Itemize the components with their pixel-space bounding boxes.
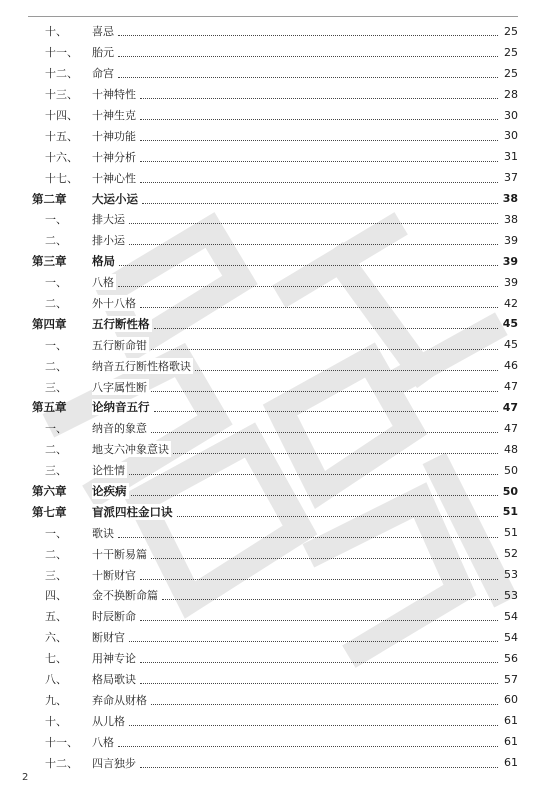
dot-leader <box>129 473 498 475</box>
toc-entry-page: 61 <box>504 714 518 728</box>
toc-entry-title: 胎元 <box>92 46 114 60</box>
toc-entry-title: 五行断性格 <box>92 316 150 331</box>
toc-entry-title: 十干断易篇 <box>92 547 147 561</box>
dot-leader <box>151 431 498 433</box>
toc-entry-number: 四、 <box>45 589 67 603</box>
dot-leader <box>151 390 498 392</box>
toc-entry-number: 十二、 <box>45 756 78 770</box>
toc-entry-row[interactable] <box>28 522 518 543</box>
toc-entry-title: 金不换断命篇 <box>92 589 158 603</box>
toc-entry-number: 十七、 <box>45 171 78 185</box>
toc-entry-number: 十三、 <box>45 88 78 102</box>
toc-entry-row[interactable] <box>28 752 518 773</box>
toc-entry-title: 时辰断命 <box>92 610 136 624</box>
toc-entry-page: 45 <box>502 317 518 331</box>
toc-entry-number: 二、 <box>45 234 67 248</box>
toc-entry-page: 52 <box>504 547 518 561</box>
toc-entry-row[interactable] <box>28 627 518 648</box>
toc-entry-row[interactable] <box>28 690 518 711</box>
toc-entry-title: 弃命从财格 <box>92 693 147 707</box>
toc-entry-title: 喜忌 <box>92 25 114 39</box>
toc-entry-title: 命宫 <box>92 67 114 81</box>
toc-entry-number: 第二章 <box>32 191 67 206</box>
toc-chapter-row[interactable] <box>28 313 518 334</box>
toc-entry-title: 八格 <box>92 276 114 290</box>
dot-leader <box>140 160 498 162</box>
toc-entry-page: 30 <box>504 108 518 122</box>
dot-leader <box>140 139 498 141</box>
toc-entry-title: 论性情 <box>92 464 125 478</box>
dot-leader <box>129 640 498 642</box>
toc-entry-number: 七、 <box>45 652 67 666</box>
dot-leader <box>142 202 498 204</box>
toc-entry-number: 十五、 <box>45 129 78 143</box>
toc-entry-title: 四言独步 <box>92 756 136 770</box>
toc-entry-row[interactable] <box>28 585 518 606</box>
dot-leader <box>118 76 498 78</box>
toc-entry-page: 25 <box>504 66 518 80</box>
toc-entry-page: 25 <box>504 24 518 38</box>
dot-leader <box>129 222 498 224</box>
toc-entry-row[interactable] <box>28 731 518 752</box>
toc-entry-page: 53 <box>504 588 518 602</box>
toc-entry-page: 25 <box>504 45 518 59</box>
toc-entry-number: 二、 <box>45 359 67 373</box>
dot-leader <box>162 598 498 600</box>
dot-leader <box>140 619 498 621</box>
toc-entry-title: 纳音五行断性格歌诀 <box>92 359 191 373</box>
toc-entry-row[interactable] <box>28 125 518 146</box>
toc-entry-number: 十四、 <box>45 109 78 122</box>
toc-entry-number: 第六章 <box>32 484 67 499</box>
dot-leader <box>140 661 498 663</box>
dot-leader <box>118 536 498 538</box>
toc-entry-title: 从儿格 <box>92 714 125 728</box>
toc-entry-title: 论疾病 <box>92 484 127 499</box>
toc-entry-title: 地支六冲象意诀 <box>92 443 169 457</box>
toc-entry-page: 47 <box>504 421 518 435</box>
toc-entry-number: 九、 <box>45 693 67 707</box>
toc-entry-page: 39 <box>502 254 518 268</box>
toc-entry-row[interactable] <box>28 42 518 63</box>
toc-entry-title: 五行断命钳 <box>92 338 147 352</box>
toc-entry-page: 31 <box>504 150 518 164</box>
dot-leader <box>140 118 498 120</box>
toc-entry-title: 格局 <box>92 254 115 269</box>
dot-leader <box>173 452 498 454</box>
toc-entry-number: 十一、 <box>45 735 78 749</box>
toc-entry-row[interactable] <box>28 230 518 251</box>
toc-entry-page: 51 <box>502 505 518 519</box>
toc-entry-row[interactable] <box>28 63 518 84</box>
dot-leader <box>119 264 498 266</box>
toc-entry-number: 五、 <box>45 610 67 624</box>
toc-entry-number: 一、 <box>45 526 67 540</box>
dot-leader <box>151 557 498 559</box>
toc-entry-page: 30 <box>504 129 518 143</box>
dot-leader <box>151 348 498 350</box>
toc-chapter-row[interactable] <box>28 501 518 522</box>
toc-entry-title: 盲派四柱金口诀 <box>92 504 173 519</box>
dot-leader <box>177 515 499 517</box>
toc-entry-number: 一、 <box>45 276 67 290</box>
toc-entry-title: 十神特性 <box>92 88 136 102</box>
toc-entry-row[interactable] <box>28 272 518 293</box>
dot-leader <box>118 745 498 747</box>
toc-entry-title: 大运小运 <box>92 191 138 206</box>
toc-entry-page: 53 <box>504 568 518 582</box>
dot-leader <box>129 724 498 726</box>
dot-leader <box>140 306 498 308</box>
toc-entry-page: 48 <box>504 442 518 456</box>
top-rule <box>28 16 518 17</box>
dot-leader <box>140 682 498 684</box>
toc-entry-number: 一、 <box>45 422 67 436</box>
toc-entry-page: 45 <box>504 338 518 352</box>
toc-entry-row[interactable] <box>28 418 518 439</box>
toc-entry-page: 47 <box>504 380 518 394</box>
toc-entry-row[interactable] <box>28 439 518 460</box>
toc-entry-title: 歌诀 <box>92 526 114 540</box>
toc-entry-title: 论纳音五行 <box>92 400 150 415</box>
toc-entry-row[interactable] <box>28 21 518 42</box>
toc-chapter-row[interactable] <box>28 251 518 272</box>
dot-leader <box>118 34 498 36</box>
toc-entry-page: 37 <box>504 171 518 185</box>
toc-entry-row[interactable] <box>28 376 518 397</box>
toc-entry-page: 56 <box>504 651 518 665</box>
toc-entry-page: 50 <box>502 484 518 498</box>
toc-entry-title: 用神专论 <box>92 652 136 666</box>
toc-entry-title: 十神功能 <box>92 129 136 143</box>
toc-entry-page: 38 <box>502 192 518 206</box>
toc-entry-number: 一、 <box>45 213 67 227</box>
toc-entry-page: 47 <box>502 400 518 414</box>
dot-leader <box>131 494 499 496</box>
toc-entry-number: 第七章 <box>32 504 67 519</box>
toc-entry-number: 十、 <box>45 714 67 728</box>
toc-entry-row[interactable] <box>28 543 518 564</box>
toc-entry-page: 39 <box>504 233 518 247</box>
dot-leader <box>140 766 498 768</box>
toc-entry-number: 十六、 <box>45 150 78 164</box>
toc-entry-number: 二、 <box>45 547 67 561</box>
toc-entry-row[interactable] <box>28 105 518 126</box>
toc-entry-title: 格局歌诀 <box>92 673 136 687</box>
toc-entry-row[interactable] <box>28 167 518 188</box>
toc-entry-page: 61 <box>504 735 518 749</box>
dot-leader <box>154 410 499 412</box>
toc-entry-number: 一、 <box>45 338 67 352</box>
toc-entry-title: 十神分析 <box>92 150 136 164</box>
toc-entry-row[interactable] <box>28 293 518 314</box>
toc-chapter-row[interactable] <box>28 188 518 209</box>
dot-leader <box>140 578 498 580</box>
toc-entry-number: 第五章 <box>32 400 67 415</box>
toc-entry-number: 二、 <box>45 297 67 311</box>
table-of-contents <box>28 21 518 773</box>
toc-entry-page: 39 <box>504 275 518 289</box>
toc-entry-row[interactable] <box>28 564 518 585</box>
toc-entry-number: 十二、 <box>45 67 78 81</box>
toc-entry-row[interactable] <box>28 209 518 230</box>
toc-entry-title: 断财官 <box>92 631 125 645</box>
toc-entry-number: 三、 <box>45 380 67 394</box>
toc-entry-row[interactable] <box>28 334 518 355</box>
toc-entry-number: 十一、 <box>45 46 78 60</box>
toc-entry-number: 二、 <box>45 443 67 457</box>
toc-entry-title: 纳音的象意 <box>92 422 147 436</box>
dot-leader <box>118 285 498 287</box>
toc-entry-page: 54 <box>504 609 518 623</box>
toc-entry-number: 八、 <box>45 673 67 687</box>
toc-entry-title: 十神心性 <box>92 171 136 185</box>
toc-entry-page: 38 <box>504 212 518 226</box>
dot-leader <box>118 55 498 57</box>
toc-entry-row[interactable] <box>28 648 518 669</box>
toc-entry-number: 十、 <box>45 25 67 39</box>
toc-entry-row[interactable] <box>28 146 518 167</box>
toc-entry-title: 排小运 <box>92 234 125 248</box>
toc-chapter-row[interactable] <box>28 397 518 418</box>
toc-entry-title: 排大运 <box>92 213 125 227</box>
toc-entry-page: 60 <box>504 693 518 707</box>
page-number: 2 <box>22 772 29 783</box>
toc-entry-page: 54 <box>504 630 518 644</box>
toc-entry-page: 42 <box>504 296 518 310</box>
toc-entry-row[interactable] <box>28 460 518 481</box>
dot-leader <box>129 243 498 245</box>
toc-entry-page: 61 <box>504 756 518 770</box>
toc-entry-title: 十神生克 <box>92 109 136 122</box>
toc-entry-page: 51 <box>504 526 518 540</box>
toc-entry-title: 外十八格 <box>92 297 136 311</box>
toc-entry-number: 第三章 <box>32 254 67 269</box>
toc-entry-number: 第四章 <box>32 316 67 331</box>
dot-leader <box>140 181 498 183</box>
toc-entry-row[interactable] <box>28 669 518 690</box>
toc-entry-number: 六、 <box>45 631 67 645</box>
toc-entry-row[interactable] <box>28 606 518 627</box>
dot-leader <box>195 369 498 371</box>
toc-entry-number: 三、 <box>45 568 67 582</box>
toc-entry-title: 八字属性断 <box>92 380 147 394</box>
toc-entry-page: 57 <box>504 672 518 686</box>
toc-entry-title: 十断财官 <box>92 568 136 582</box>
toc-entry-row[interactable] <box>28 84 518 105</box>
dot-leader <box>154 327 499 329</box>
toc-entry-page: 50 <box>504 463 518 477</box>
toc-chapter-row[interactable] <box>28 481 518 502</box>
dot-leader <box>151 703 498 705</box>
toc-entry-page: 28 <box>504 87 518 101</box>
toc-entry-row[interactable] <box>28 355 518 376</box>
toc-entry-row[interactable] <box>28 710 518 731</box>
dot-leader <box>140 97 498 99</box>
toc-entry-page: 46 <box>504 359 518 373</box>
toc-entry-title: 八格 <box>92 735 114 749</box>
toc-entry-number: 三、 <box>45 464 67 478</box>
